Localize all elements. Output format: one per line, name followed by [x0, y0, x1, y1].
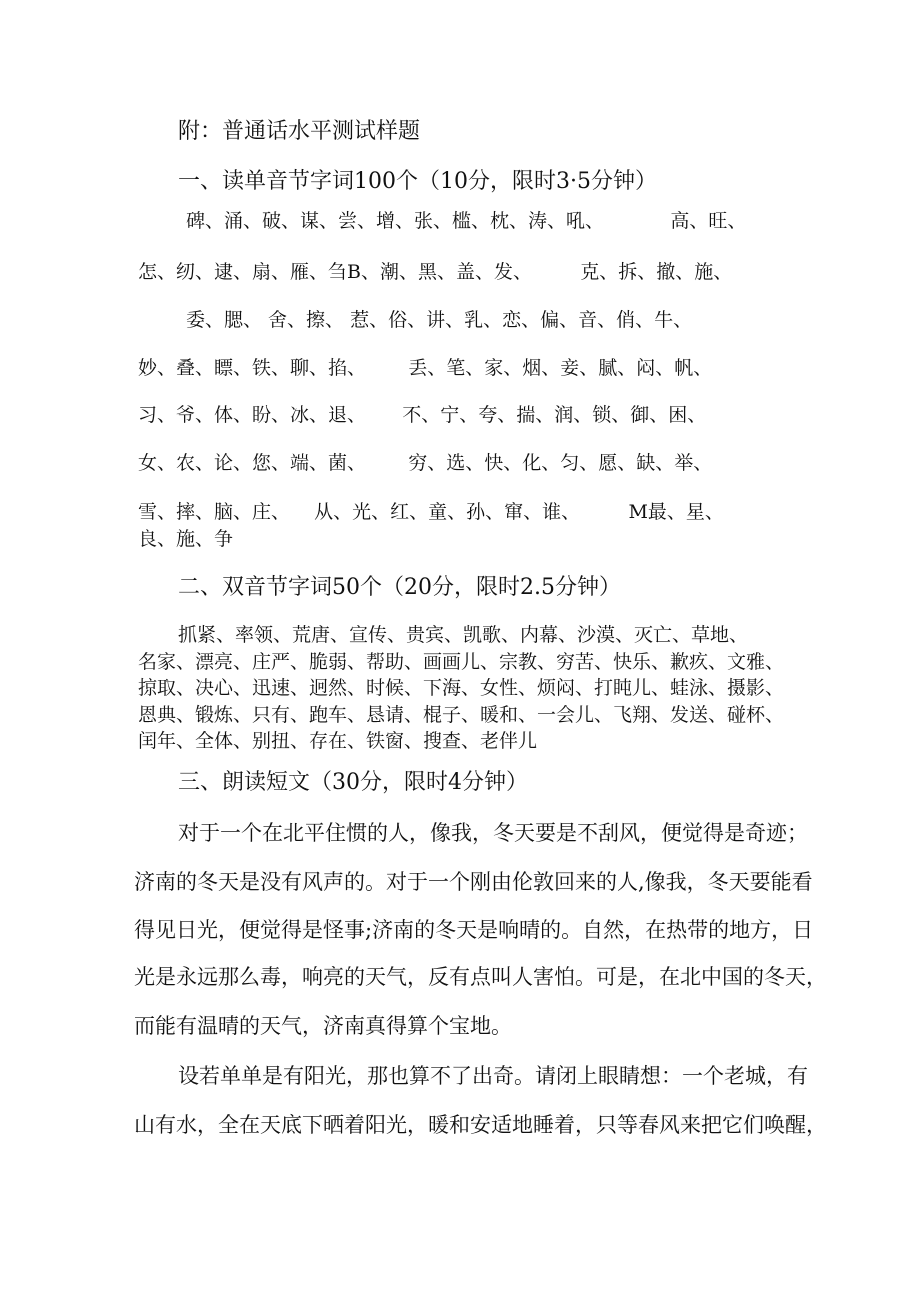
section2-heading: 二、双音节字词50个（20分，限时2.5分钟）: [178, 575, 621, 600]
section2-line-4: 恩典、锻炼、只有、跑车、恳请、棍子、暖和、一会儿、飞翔、发送、碰杯、: [138, 704, 785, 726]
section1-line-8: 良、施、争: [138, 528, 234, 550]
section3-line-6: 设若单单是有阳光，那也算不了出奇。请闭上眼睛想：一个老城，有: [178, 1064, 808, 1088]
section2-line-2: 名家、漂亮、庄严、脆弱、帮助、画画儿、宗教、穷苦、快乐、歉疚、文雅、: [138, 651, 785, 673]
section3-heading: 三、朗读短文（30分，限时4分钟）: [178, 770, 528, 795]
section1-line-7: 雪、摔、脑、庄、 从、光、红、童、孙、窜、谁、 M最、星、: [138, 501, 724, 523]
section3-line-7: 山有水，全在天底下晒着阳光，暖和安适地睡着，只等春风来把它们唤醒，: [134, 1113, 827, 1137]
section2-line-1: 抓紧、率领、荒唐、宣传、贵宾、凯歌、内幕、沙漠、灭亡、草地、: [178, 624, 749, 646]
section3-line-1: 对于一个在北平住惯的人，像我，冬天要是不刮风，便觉得是奇迹；: [178, 821, 808, 845]
section3-line-5: 而能有温晴的天气，济南真得算个宝地。: [134, 1014, 512, 1038]
section1-line-4: 妙、叠、瞟、铁、聊、掐、 丢、笔、家、烟、妾、腻、闷、帆、: [138, 357, 713, 379]
section1-line-1: 碑、涌、破、谋、尝、增、张、槛、枕、涛、吼、 高、旺、: [186, 210, 747, 232]
section2-line-5: 闰年、全体、别扭、存在、铁窗、搜查、老伴儿: [138, 730, 538, 752]
section1-line-3: 委、腮、 舍、擦、 惹、俗、讲、乳、恋、偏、音、俏、牛、: [186, 309, 693, 331]
section3-line-2: 济南的冬天是没有风声的。对于一个刚由伦敦回来的人,像我，冬天要能看: [134, 870, 813, 894]
section1-heading: 一、读单音节字词100个（10分，限时3·5分钟）: [178, 169, 657, 194]
section1-line-5: 习、爷、体、盼、冰、退、 不、宁、夸、揣、润、锁、御、困、: [138, 404, 707, 426]
section3-line-3: 得见日光，便觉得是怪事;济南的冬天是响晴的。自然，在热带的地方，日: [134, 918, 814, 942]
section1-line-2: 怎、纫、逮、扇、雁、刍B、潮、黑、盖、发、 克、拆、撤、施、: [138, 261, 733, 283]
section1-line-6: 女、农、论、您、端、菌、 穷、选、快、化、匀、愿、缺、举、: [138, 452, 713, 474]
section2-line-3: 掠取、决心、迅速、迥然、时候、下海、女性、烦闷、打盹儿、蛙泳、摄影、: [138, 677, 785, 699]
section3-line-4: 光是永远那么毒，响亮的天气，反有点叫人害怕。可是，在北中国的冬天，: [134, 965, 827, 989]
document-title: 附：普通话水平测试样题: [178, 119, 421, 144]
